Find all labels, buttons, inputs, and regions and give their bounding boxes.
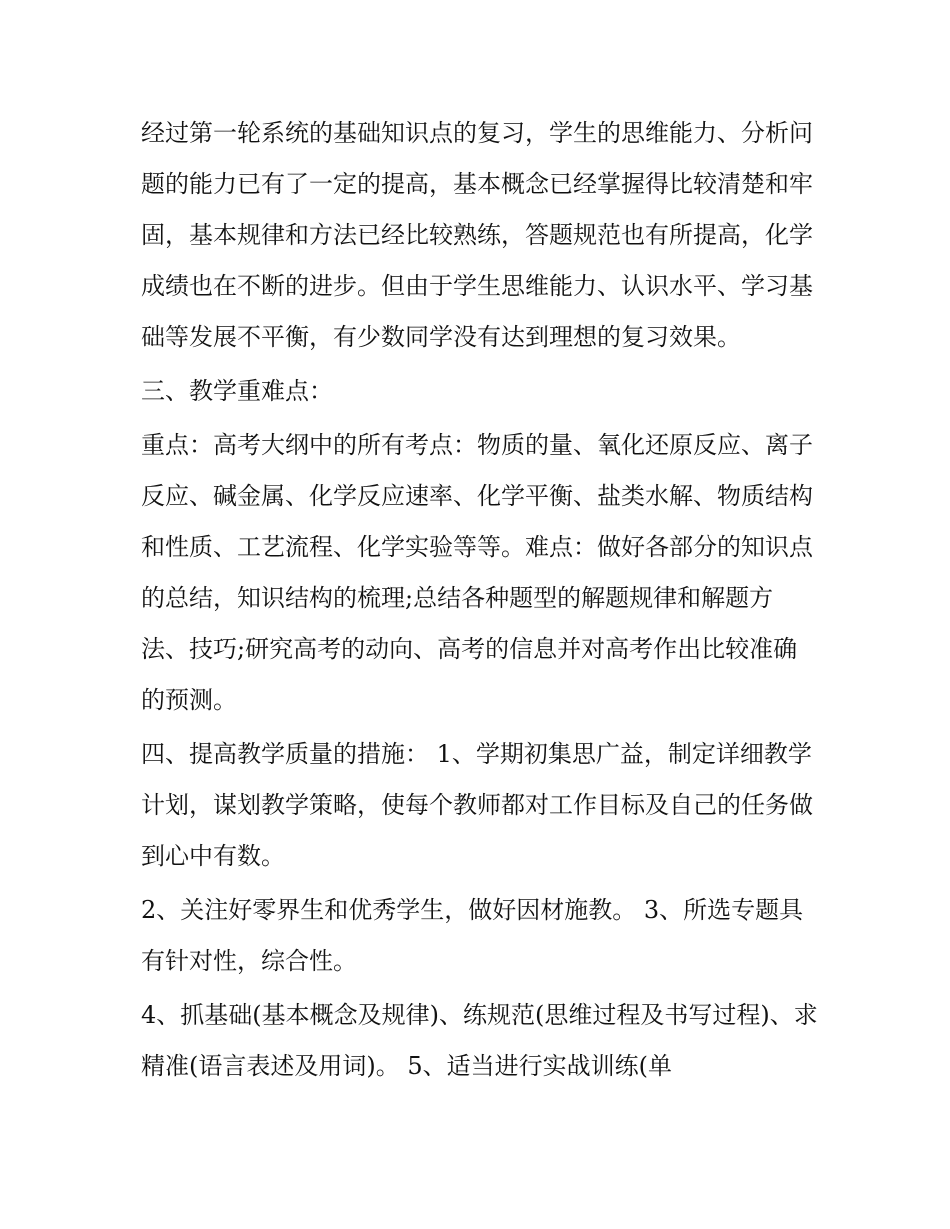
paragraph-review-summary: 经过第一轮系统的基础知识点的复习，学生的思维能力、分析问题的能力已有了一定的提高，基本概念已经掌握得比较清楚和牢固，基本规律和方法已经比较熟练，答题规范也有所提高，化学成绩也在不断的进步。但由于学生思维能力、认识水平、学习基础等发展不平衡，有少数同学没有达到理想的复习效果。: [141, 119, 813, 351]
heading-teaching-key-points: 三、教学重难点：: [141, 377, 333, 405]
document-body: [141, 108, 821, 1095]
paragraph-quality-measures-4-5: 4、抓基础(基本概念及规律)、练规范(思维过程及书写过程)、求精准(语言表述及用词)。 5、适当进行实战训练(单: [141, 1001, 818, 1080]
paragraph-quality-measures-1: 四、提高教学质量的措施： 1、学期初集思广益，制定详细教学计划，谋划教学策略，使每个教师都对工作目标及自己的任务做到心中有数。: [141, 740, 813, 870]
paragraph-quality-measures-2-3: 2、关注好零界生和优秀学生，做好因材施教。 3、所选专题具有针对性，综合性。: [141, 896, 804, 975]
paragraph-key-and-difficult-points: 重点：高考大纲中的所有考点：物质的量、氧化还原反应、离子反应、碱金属、化学反应速率、化学平衡、盐类水解、物质结构和性质、工艺流程、化学实验等等。难点：做好各部分的知识点的总结，知识结构的梳理;总结各种题型的解题规律和解题方法、技巧;研究高考的动向、高考的信息并对高考作出比较准确的预测。: [141, 431, 813, 714]
